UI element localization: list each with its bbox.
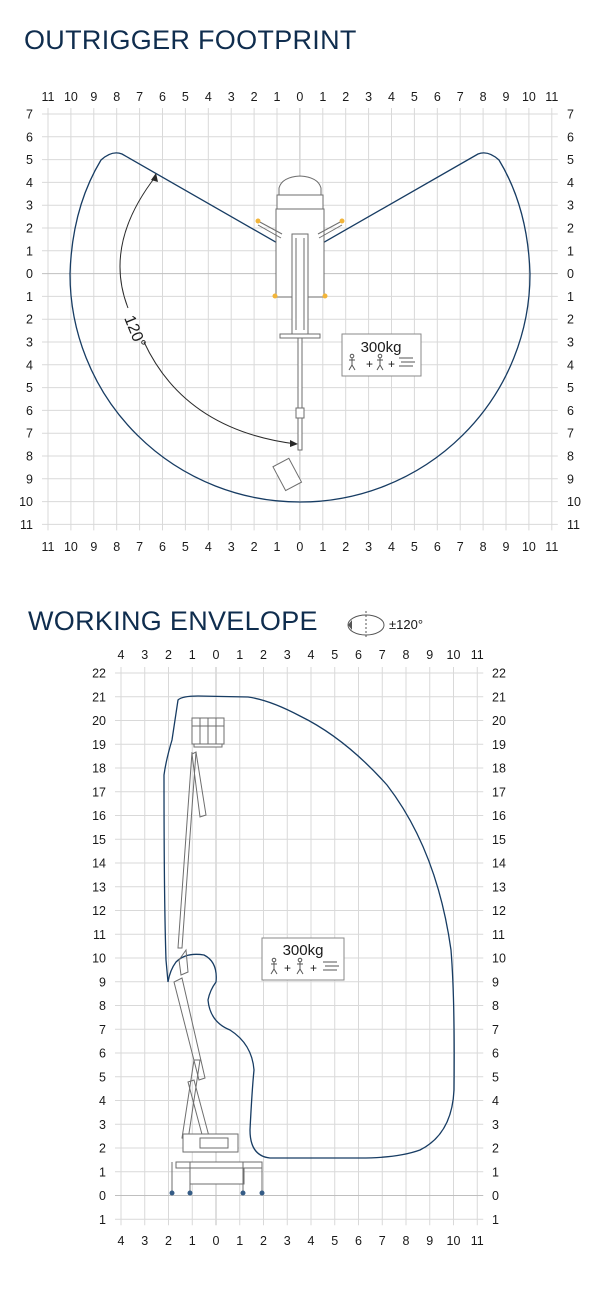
y-tick-left: 8: [99, 999, 106, 1013]
x-tick-bottom: 7: [378, 1234, 386, 1248]
y-tick-left: 2: [26, 312, 33, 327]
y-tick-right: 2: [567, 312, 574, 327]
x-tick-bottom: 2: [342, 540, 350, 554]
y-tick-left: 4: [99, 1094, 106, 1108]
x-tick-top: 2: [342, 90, 350, 104]
y-tick-left: 17: [92, 785, 106, 800]
arrow-head-icon: [290, 440, 298, 447]
y-tick-left: 9: [26, 472, 33, 487]
x-tick-bottom: 4: [388, 540, 395, 554]
y-tick-left: 6: [99, 1046, 106, 1061]
y-tick-right: 8: [492, 999, 499, 1013]
y-tick-right: 1: [567, 244, 574, 259]
x-tick-top: 3: [227, 90, 235, 104]
x-tick-bottom: 2: [165, 1234, 172, 1248]
x-tick-top: 9: [502, 90, 510, 104]
y-tick-right: 5: [567, 153, 574, 168]
x-tick-bottom: 6: [355, 1234, 362, 1248]
y-tick-left: 0: [99, 1189, 106, 1203]
y-tick-right: 5: [567, 381, 574, 396]
x-tick-bottom: 5: [331, 1234, 339, 1248]
x-tick-top: 3: [141, 648, 149, 662]
x-tick-bottom: 1: [236, 1234, 244, 1248]
x-tick-top: 3: [283, 648, 291, 662]
x-tick-bottom: 10: [446, 1234, 461, 1248]
rotation-indicator: [348, 611, 423, 639]
x-tick-top: 2: [260, 648, 267, 662]
x-tick-bottom: 1: [319, 540, 327, 554]
y-tick-left: 11: [20, 517, 33, 532]
outrigger-footprint-title: OUTRIGGER FOOTPRINT: [24, 25, 357, 55]
y-tick-right: 0: [492, 1189, 499, 1203]
outrigger-pad-icon: [323, 294, 328, 299]
y-tick-right: 16: [492, 809, 506, 823]
x-tick-top: 11: [470, 648, 484, 662]
x-tick-top: 9: [426, 648, 434, 662]
x-tick-top: 8: [113, 90, 121, 104]
x-tick-bottom: 8: [402, 1234, 410, 1248]
y-tick-left: 5: [99, 1070, 106, 1085]
x-tick-bottom: 9: [90, 540, 98, 554]
outrigger-pad-icon: [256, 219, 261, 224]
x-tick-top: 7: [378, 648, 386, 662]
y-tick-right: 1: [492, 1165, 499, 1180]
y-tick-left: 19: [92, 737, 106, 752]
x-tick-bottom: 9: [426, 1234, 434, 1248]
y-tick-right: 6: [567, 403, 574, 418]
y-tick-left: 1: [99, 1212, 106, 1227]
y-tick-left: 10: [19, 495, 33, 510]
x-tick-bottom: 6: [159, 540, 166, 554]
rotation-range-label: ±120°: [389, 617, 424, 632]
y-tick-right: 7: [567, 107, 574, 122]
y-tick-left: 21: [92, 690, 106, 705]
x-tick-bottom: 10: [521, 540, 536, 554]
x-tick-bottom: 7: [456, 540, 464, 554]
rotation-angle-label: 120°: [120, 313, 149, 351]
y-tick-right: 4: [567, 175, 574, 190]
svg-text:+: +: [284, 961, 292, 975]
y-tick-right: 13: [492, 880, 506, 895]
y-tick-right: 6: [567, 130, 574, 145]
y-tick-left: 15: [92, 832, 106, 847]
y-tick-left: 7: [26, 426, 33, 441]
y-tick-left: 4: [26, 358, 33, 373]
y-tick-right: 15: [492, 832, 506, 847]
load-capacity-label: 300kg: [360, 339, 402, 356]
y-tick-left: 1: [26, 244, 33, 259]
machine-top-view: [256, 176, 345, 491]
y-tick-left: 14: [92, 856, 106, 871]
x-tick-top: 7: [456, 90, 464, 104]
y-tick-left: 20: [92, 714, 106, 728]
rotation-arc: [120, 173, 298, 447]
y-tick-right: 12: [492, 904, 506, 918]
y-tick-right: 10: [492, 951, 506, 966]
x-tick-bottom: 1: [273, 540, 281, 554]
x-tick-top: 8: [402, 648, 410, 662]
y-tick-left: 8: [26, 449, 33, 464]
y-tick-right: 2: [492, 1141, 499, 1156]
x-tick-bottom: 10: [63, 540, 78, 554]
x-tick-bottom: 4: [117, 1234, 125, 1248]
x-tick-bottom: 4: [204, 540, 212, 554]
x-tick-bottom: 3: [283, 1234, 291, 1248]
y-tick-right: 7: [492, 1022, 499, 1037]
x-tick-bottom: 3: [227, 540, 235, 554]
y-tick-left: 3: [99, 1117, 106, 1132]
y-tick-left: 11: [93, 927, 106, 942]
y-tick-left: 18: [92, 761, 106, 776]
x-tick-top: 11: [41, 90, 55, 104]
x-tick-top: 6: [159, 90, 166, 104]
y-tick-right: 4: [492, 1094, 499, 1108]
x-tick-bottom: 7: [136, 540, 144, 554]
x-tick-top: 5: [331, 648, 339, 662]
y-tick-left: 1: [26, 289, 33, 304]
y-tick-left: 2: [99, 1141, 106, 1156]
x-tick-bottom: 2: [260, 1234, 267, 1248]
x-tick-top: 7: [136, 90, 144, 104]
x-tick-top: 6: [433, 90, 441, 104]
y-tick-right: 6: [492, 1046, 499, 1061]
svg-text:+: +: [388, 357, 396, 371]
x-tick-bottom: 5: [410, 540, 418, 554]
y-tick-right: 14: [492, 856, 506, 871]
load-capacity-box: [342, 334, 421, 376]
x-tick-bottom: 0: [212, 1234, 220, 1248]
x-tick-bottom: 8: [479, 540, 487, 554]
outrigger-pad-icon: [273, 294, 278, 299]
y-tick-right: 0: [567, 267, 574, 282]
x-tick-bottom: 0: [296, 540, 304, 554]
x-tick-top: 6: [355, 648, 362, 662]
y-tick-right: 22: [492, 666, 506, 681]
y-tick-right: 8: [567, 449, 574, 464]
y-tick-right: 19: [492, 737, 506, 752]
y-tick-right: 1: [567, 289, 574, 304]
y-tick-left: 1: [99, 1165, 106, 1180]
x-tick-bottom: 9: [502, 540, 510, 554]
x-tick-bottom: 1: [188, 1234, 196, 1248]
x-tick-bottom: 8: [113, 540, 121, 554]
y-tick-right: 11: [567, 517, 580, 532]
x-tick-top: 0: [296, 90, 304, 104]
y-tick-right: 9: [492, 975, 499, 990]
y-tick-left: 6: [26, 403, 33, 418]
y-tick-left: 16: [92, 809, 106, 823]
x-tick-top: 2: [165, 648, 172, 662]
x-tick-bottom: 5: [181, 540, 189, 554]
x-tick-top: 5: [410, 90, 418, 104]
y-tick-right: 9: [567, 472, 574, 487]
y-tick-right: 11: [492, 927, 505, 942]
working-envelope-title: WORKING ENVELOPE: [28, 606, 318, 636]
x-tick-top: 1: [319, 90, 327, 104]
load-capacity-box-envelope: [262, 938, 344, 980]
x-tick-bottom: 11: [545, 540, 559, 554]
y-tick-right: 3: [492, 1117, 499, 1132]
y-tick-left: 5: [26, 153, 33, 168]
svg-text:+: +: [310, 961, 318, 975]
x-tick-top: 10: [521, 90, 536, 104]
x-tick-top: 11: [545, 90, 559, 104]
y-tick-right: 18: [492, 761, 506, 776]
y-tick-right: 7: [567, 426, 574, 441]
x-tick-top: 0: [212, 648, 220, 662]
x-tick-bottom: 4: [307, 1234, 315, 1248]
working-envelope-outline: [164, 696, 454, 1158]
y-tick-left: 7: [99, 1022, 106, 1037]
y-tick-left: 10: [92, 951, 106, 966]
y-tick-left: 4: [26, 175, 33, 190]
x-tick-top: 4: [388, 90, 395, 104]
x-tick-top: 1: [188, 648, 196, 662]
x-tick-top: 10: [446, 648, 461, 662]
y-tick-right: 4: [567, 358, 574, 373]
y-tick-right: 1: [492, 1212, 499, 1227]
y-tick-right: 20: [492, 714, 506, 728]
x-tick-bottom: 11: [470, 1234, 484, 1248]
x-tick-bottom: 2: [250, 540, 258, 554]
y-tick-right: 10: [567, 495, 581, 510]
y-tick-right: 3: [567, 198, 574, 213]
x-tick-top: 1: [273, 90, 281, 104]
x-tick-top: 8: [479, 90, 487, 104]
y-tick-left: 2: [26, 221, 33, 236]
y-tick-right: 17: [492, 785, 506, 800]
x-tick-top: 4: [117, 648, 125, 662]
svg-text:+: +: [366, 357, 374, 371]
load-capacity-label: 300kg: [282, 942, 324, 959]
y-tick-right: 2: [567, 221, 574, 236]
y-tick-left: 22: [92, 666, 106, 681]
y-tick-right: 21: [492, 690, 506, 705]
x-tick-top: 1: [236, 648, 244, 662]
x-tick-bottom: 11: [41, 540, 55, 554]
y-tick-right: 3: [567, 335, 574, 350]
x-tick-top: 10: [63, 90, 78, 104]
y-tick-left: 12: [92, 904, 106, 918]
x-tick-top: 5: [181, 90, 189, 104]
y-tick-left: 9: [99, 975, 106, 990]
x-tick-top: 9: [90, 90, 98, 104]
x-tick-top: 4: [307, 648, 315, 662]
y-tick-right: 5: [492, 1070, 499, 1085]
y-tick-left: 0: [26, 267, 33, 282]
y-tick-left: 6: [26, 130, 33, 145]
x-tick-top: 2: [250, 90, 258, 104]
x-tick-bottom: 3: [365, 540, 373, 554]
y-tick-left: 7: [26, 107, 33, 122]
y-tick-left: 5: [26, 381, 33, 396]
x-tick-bottom: 3: [141, 1234, 149, 1248]
x-tick-top: 4: [204, 90, 212, 104]
y-tick-left: 3: [26, 335, 33, 350]
y-tick-left: 3: [26, 198, 33, 213]
x-tick-bottom: 6: [433, 540, 441, 554]
y-tick-left: 13: [92, 880, 106, 895]
x-tick-top: 3: [365, 90, 373, 104]
outrigger-pad-icon: [340, 219, 345, 224]
